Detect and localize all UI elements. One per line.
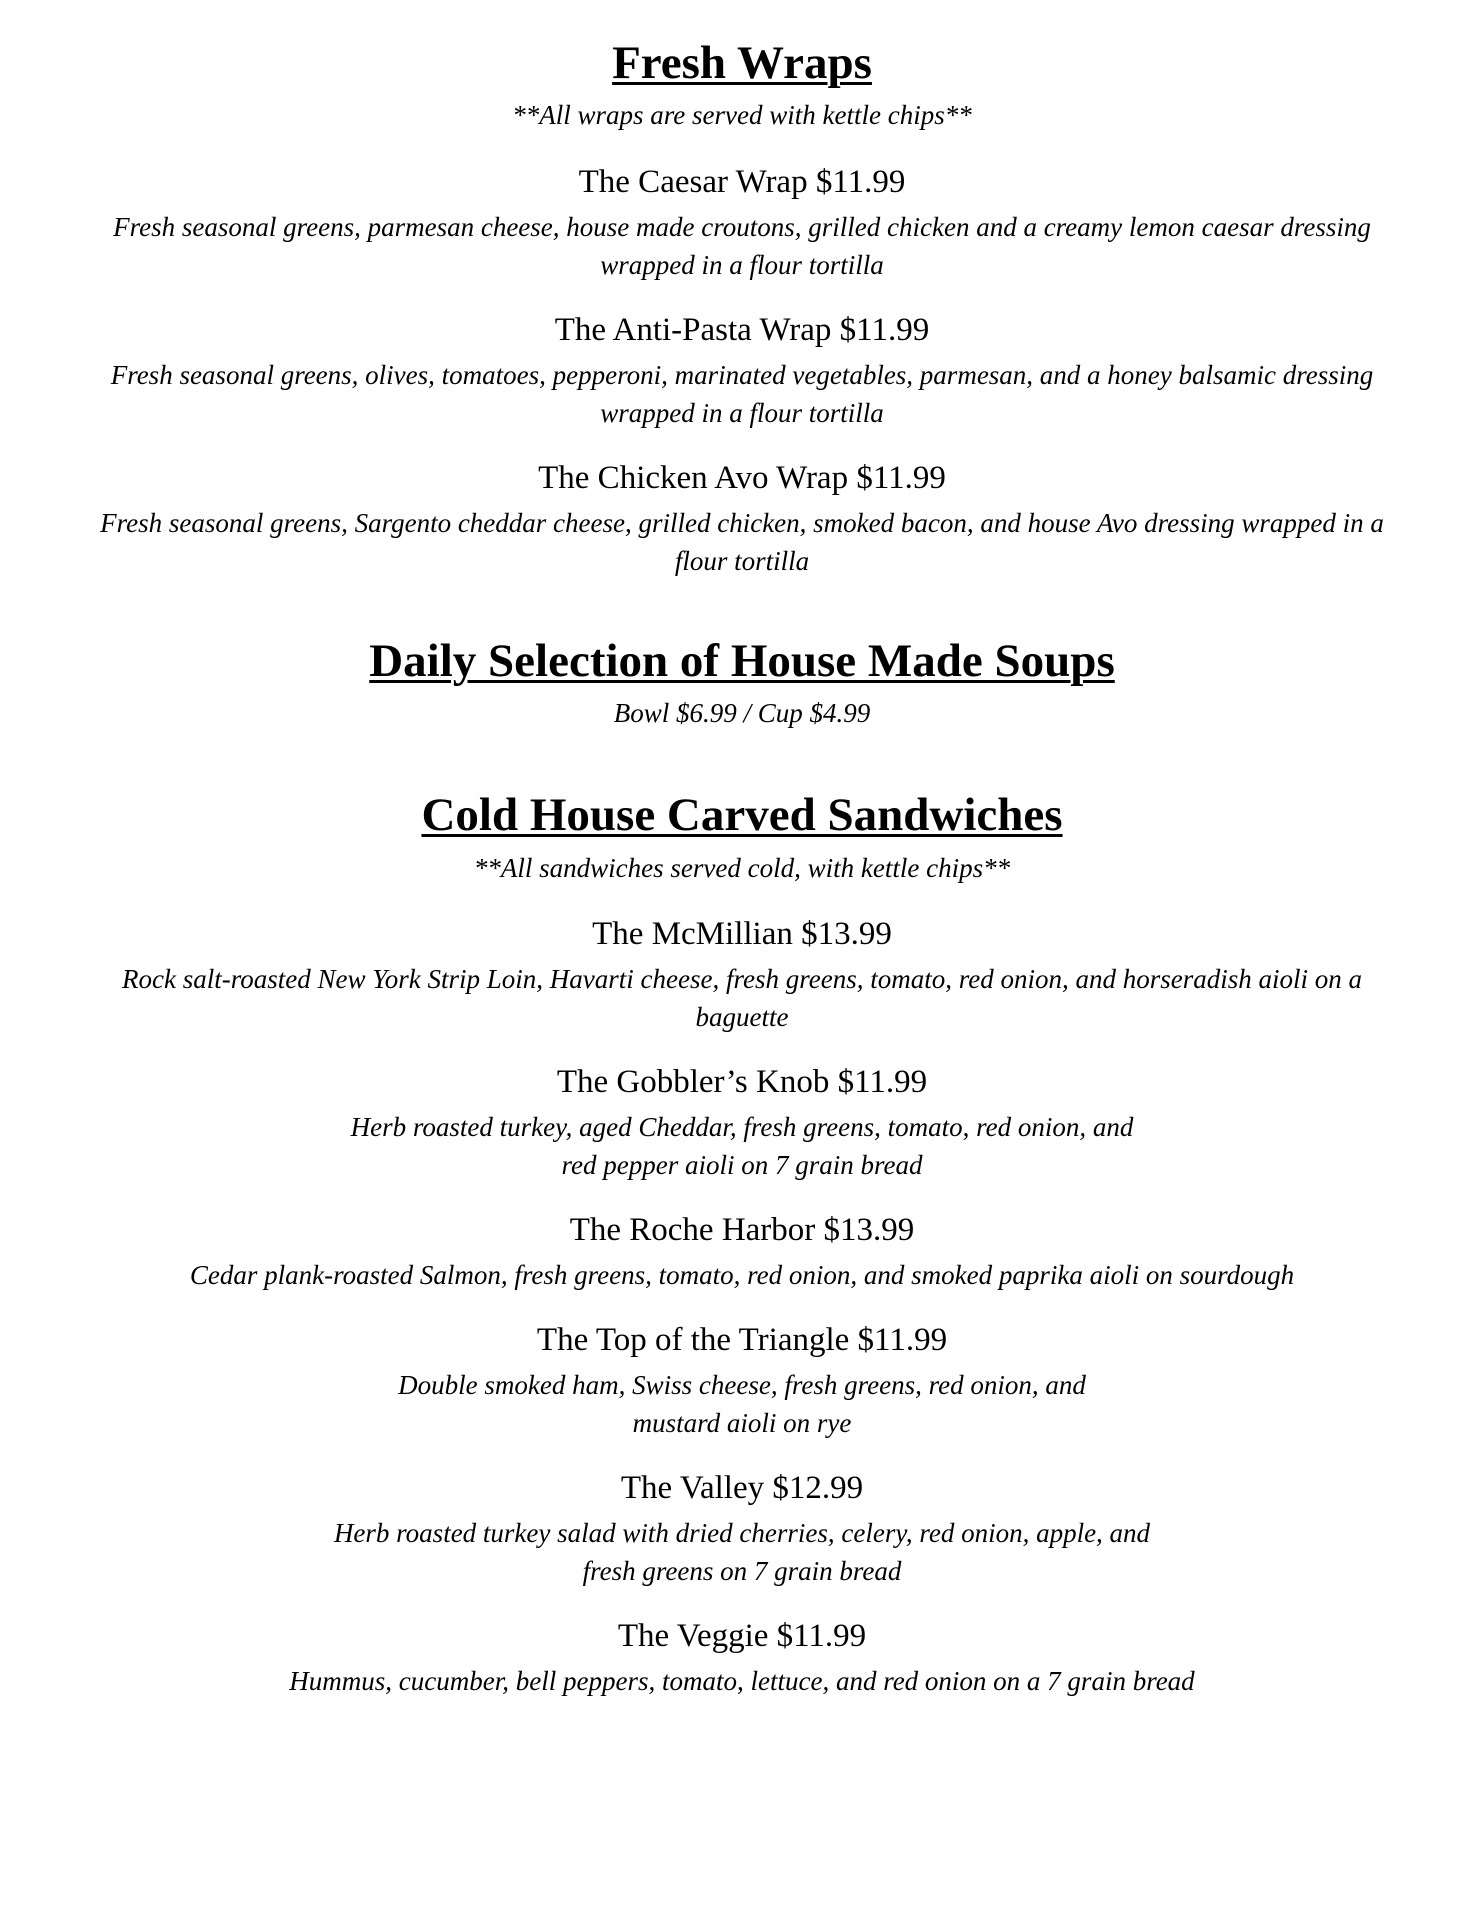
menu-item-description	[40, 1256, 1444, 1294]
description-line: fresh greens on 7 grain bread	[582, 1556, 902, 1586]
menu-item-description	[40, 356, 1444, 432]
description-line: red pepper aioli on 7 grain bread	[561, 1150, 923, 1180]
menu-item-title: The McMillian $13.99	[592, 916, 892, 952]
description-line: Double smoked ham, Swiss cheese, fresh greens, red onion, and	[398, 1370, 1086, 1400]
description-line: Fresh seasonal greens, Sargento cheddar cheese, grilled chicken, smoked bacon, and house Avo dressing wrapped in a	[100, 508, 1384, 538]
menu-item-title: The Anti-Pasta Wrap $11.99	[554, 312, 930, 348]
menu-item-title: The Top of the Triangle $11.99	[536, 1322, 948, 1358]
sandwiches-note: **All sandwiches served cold, with kettle chips**	[473, 853, 1011, 883]
section-title-soups: Daily Selection of House Made Soups	[369, 635, 1115, 687]
menu-item-description	[40, 208, 1444, 284]
menu-item-title: The Gobbler’s Knob $11.99	[556, 1064, 928, 1100]
description-line: Herb roasted turkey, aged Cheddar, fresh greens, tomato, red onion, and	[350, 1112, 1134, 1142]
description-line: Cedar plank-roasted Salmon, fresh greens, tomato, red onion, and smoked paprika aioli on sourdough	[189, 1260, 1295, 1290]
menu-item-description	[40, 1108, 1444, 1184]
section-title-fresh-wraps: Fresh Wraps	[612, 37, 872, 89]
description-line: wrapped in a flour tortilla	[600, 398, 884, 428]
menu-item-description	[40, 1366, 1444, 1442]
soups-price-note: Bowl $6.99 / Cup $4.99	[613, 698, 871, 728]
description-line: Fresh seasonal greens, parmesan cheese, house made croutons, grilled chicken and a creamy lemon caesar dressing	[113, 212, 1371, 242]
menu-item-title: The Roche Harbor $13.99	[569, 1212, 915, 1248]
description-line: mustard aioli on rye	[632, 1408, 852, 1438]
description-line: Rock salt-roasted New York Strip Loin, Havarti cheese, fresh greens, tomato, red onion, and horseradish aioli on a	[122, 964, 1362, 994]
section-title-sandwiches: Cold House Carved Sandwiches	[421, 789, 1063, 841]
description-line: baguette	[695, 1002, 789, 1032]
menu-item-title: The Caesar Wrap $11.99	[578, 164, 906, 200]
description-line: flour tortilla	[674, 546, 810, 576]
description-line: Herb roasted turkey salad with dried cherries, celery, red onion, apple, and	[333, 1518, 1151, 1548]
wraps-note: **All wraps are served with kettle chips**	[512, 100, 972, 130]
description-line: Hummus, cucumber, bell peppers, tomato, lettuce, and red onion on a 7 grain bread	[289, 1666, 1195, 1696]
menu-item-title: The Chicken Avo Wrap $11.99	[538, 460, 946, 496]
description-line: Fresh seasonal greens, olives, tomatoes, pepperoni, marinated vegetables, parmesan, and a honey balsamic dressing	[110, 360, 1374, 390]
menu-item-description	[40, 1662, 1444, 1700]
menu-item-description	[40, 504, 1444, 580]
menu-item-description	[40, 1514, 1444, 1590]
description-line: wrapped in a flour tortilla	[600, 250, 884, 280]
menu-item-title: The Valley $12.99	[620, 1470, 864, 1506]
menu-item-description	[40, 960, 1444, 1036]
menu-item-title: The Veggie $11.99	[617, 1618, 867, 1654]
